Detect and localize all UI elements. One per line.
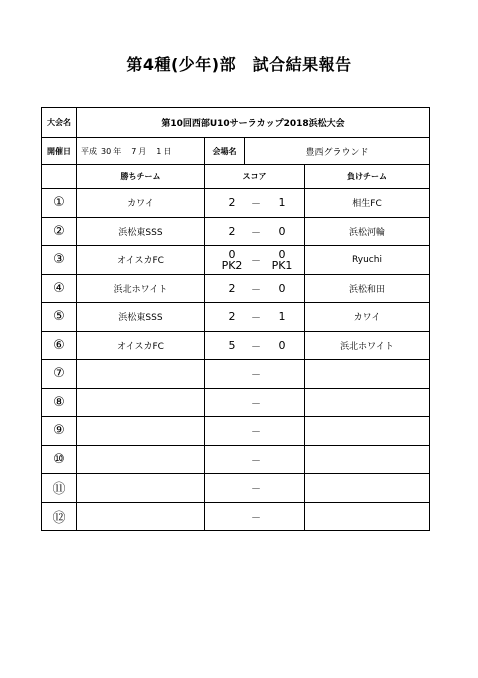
loser-team: 浜松河輪 xyxy=(304,218,429,246)
loser-team xyxy=(304,446,429,474)
score-cell xyxy=(204,246,304,274)
winner-score-group xyxy=(221,246,243,274)
loser-team: 相生FC xyxy=(304,189,429,217)
match-number: ⑧ xyxy=(53,394,65,410)
loser-team xyxy=(304,503,429,532)
table-row xyxy=(42,246,429,275)
header-number xyxy=(42,165,76,188)
table-row xyxy=(42,389,429,418)
winner-score: 5 xyxy=(228,338,236,352)
winner-score: 0 xyxy=(228,247,236,261)
score-dash: － xyxy=(251,398,261,410)
date-day-unit: 日 xyxy=(163,146,172,156)
result-table xyxy=(41,107,430,531)
score-dash: － xyxy=(251,484,261,496)
winner-score-group xyxy=(221,503,243,532)
winner-team xyxy=(76,389,204,417)
loser-score-group xyxy=(269,332,295,360)
loser-score-group xyxy=(269,360,295,388)
loser-score-group xyxy=(269,218,295,246)
table-row xyxy=(42,417,429,446)
loser-team: 浜松和田 xyxy=(304,275,429,303)
winner-team xyxy=(76,503,204,532)
winner-score-group xyxy=(221,189,243,217)
score-dash: － xyxy=(251,341,261,353)
score-dash: － xyxy=(251,455,261,467)
score-dash: － xyxy=(251,370,261,382)
loser-pk: PK1 xyxy=(271,258,293,272)
match-number: ⑫ xyxy=(52,511,66,527)
date-label: 開催日 xyxy=(47,146,71,156)
table-row xyxy=(42,189,429,218)
score-dash: － xyxy=(251,313,261,325)
table-row xyxy=(42,474,429,503)
score-dash: － xyxy=(251,513,261,525)
loser-team xyxy=(304,474,429,502)
loser-team: Ryuchi xyxy=(304,246,429,274)
table-row xyxy=(42,503,429,532)
winner-team xyxy=(76,474,204,502)
venue-value: 豊西グラウンド xyxy=(244,138,429,164)
winner-team xyxy=(76,446,204,474)
match-number: ④ xyxy=(53,280,65,296)
match-number: ⑤ xyxy=(53,309,65,325)
winner-score: 2 xyxy=(228,281,236,295)
winner-score-group xyxy=(221,360,243,388)
header-winner: 勝ちチーム xyxy=(76,165,204,188)
match-number: ⑥ xyxy=(53,337,65,353)
winner-score: 2 xyxy=(228,310,236,324)
winner-score-group xyxy=(221,389,243,417)
date-year: 30 xyxy=(101,146,112,156)
score-cell xyxy=(204,332,304,360)
loser-score: 0 xyxy=(278,247,286,261)
date-year-unit: 年 xyxy=(113,146,122,156)
winner-team xyxy=(76,417,204,445)
winner-score: 2 xyxy=(228,224,236,238)
winner-score-group xyxy=(221,474,243,502)
winner-team: オイスカFC xyxy=(76,246,204,274)
loser-score-group xyxy=(269,503,295,532)
winner-score-group xyxy=(221,446,243,474)
winner-score-group xyxy=(221,417,243,445)
score-cell xyxy=(204,275,304,303)
loser-score: 1 xyxy=(278,310,286,324)
table-row xyxy=(42,275,429,304)
score-dash: － xyxy=(251,427,261,439)
winner-team: 浜松東SSS xyxy=(76,218,204,246)
winner-score: 2 xyxy=(228,196,236,210)
loser-score-group xyxy=(269,303,295,331)
score-cell xyxy=(204,189,304,217)
table-row xyxy=(42,360,429,389)
loser-score: 1 xyxy=(278,196,286,210)
loser-score-group xyxy=(269,474,295,502)
score-cell xyxy=(204,503,304,532)
score-cell xyxy=(204,303,304,331)
loser-score-group xyxy=(269,189,295,217)
table-row xyxy=(42,332,429,361)
score-cell xyxy=(204,474,304,502)
winner-score-group xyxy=(221,218,243,246)
date-venue-row xyxy=(42,138,429,165)
match-number: ⑨ xyxy=(53,423,65,439)
winner-score-group xyxy=(221,332,243,360)
score-cell xyxy=(204,218,304,246)
loser-score: 0 xyxy=(278,281,286,295)
loser-score: 0 xyxy=(278,224,286,238)
loser-score-group xyxy=(269,417,295,445)
score-cell xyxy=(204,389,304,417)
winner-team: カワイ xyxy=(76,189,204,217)
tournament-row xyxy=(42,108,429,138)
loser-team xyxy=(304,389,429,417)
table-row xyxy=(42,218,429,247)
loser-team: カワイ xyxy=(304,303,429,331)
winner-team xyxy=(76,360,204,388)
header-score: スコア xyxy=(204,165,304,188)
match-number: ⑦ xyxy=(53,366,65,382)
loser-team: 浜北ホワイト xyxy=(304,332,429,360)
winner-score-group xyxy=(221,275,243,303)
score-cell xyxy=(204,417,304,445)
match-number: ⑪ xyxy=(52,482,66,498)
score-cell xyxy=(204,360,304,388)
loser-team xyxy=(304,360,429,388)
tournament-label: 大会名 xyxy=(47,118,71,127)
date-era: 平成 xyxy=(81,146,97,156)
date-day: 1 xyxy=(156,146,162,156)
match-number: ② xyxy=(53,223,65,239)
winner-team: 浜松東SSS xyxy=(76,303,204,331)
header-row xyxy=(42,165,429,189)
winner-score-group xyxy=(221,303,243,331)
loser-score-group xyxy=(269,246,295,274)
match-number: ⑩ xyxy=(53,451,65,467)
score-dash: － xyxy=(251,227,261,239)
venue-label: 会場名 xyxy=(204,138,244,164)
tournament-name: 第10回西部U10サーラカップ2018浜松大会 xyxy=(76,108,429,137)
page-title: 第4種(少年)部 試合結果報告 xyxy=(126,55,352,74)
date-month: 7 xyxy=(131,146,137,156)
table-row xyxy=(42,446,429,475)
score-dash: － xyxy=(251,256,261,268)
match-number: ① xyxy=(53,195,65,211)
score-dash: － xyxy=(251,284,261,296)
score-dash: － xyxy=(251,199,261,211)
loser-score-group xyxy=(269,275,295,303)
score-cell xyxy=(204,446,304,474)
loser-score-group xyxy=(269,389,295,417)
winner-team: 浜北ホワイト xyxy=(76,275,204,303)
loser-score: 0 xyxy=(278,338,286,352)
winner-team: オイスカFC xyxy=(76,332,204,360)
winner-pk: PK2 xyxy=(221,258,243,272)
table-row xyxy=(42,303,429,332)
header-loser: 負けチーム xyxy=(304,165,429,188)
date-value xyxy=(76,138,204,164)
loser-score-group xyxy=(269,446,295,474)
date-month-unit: 月 xyxy=(138,146,147,156)
loser-team xyxy=(304,417,429,445)
match-number: ③ xyxy=(53,252,65,268)
